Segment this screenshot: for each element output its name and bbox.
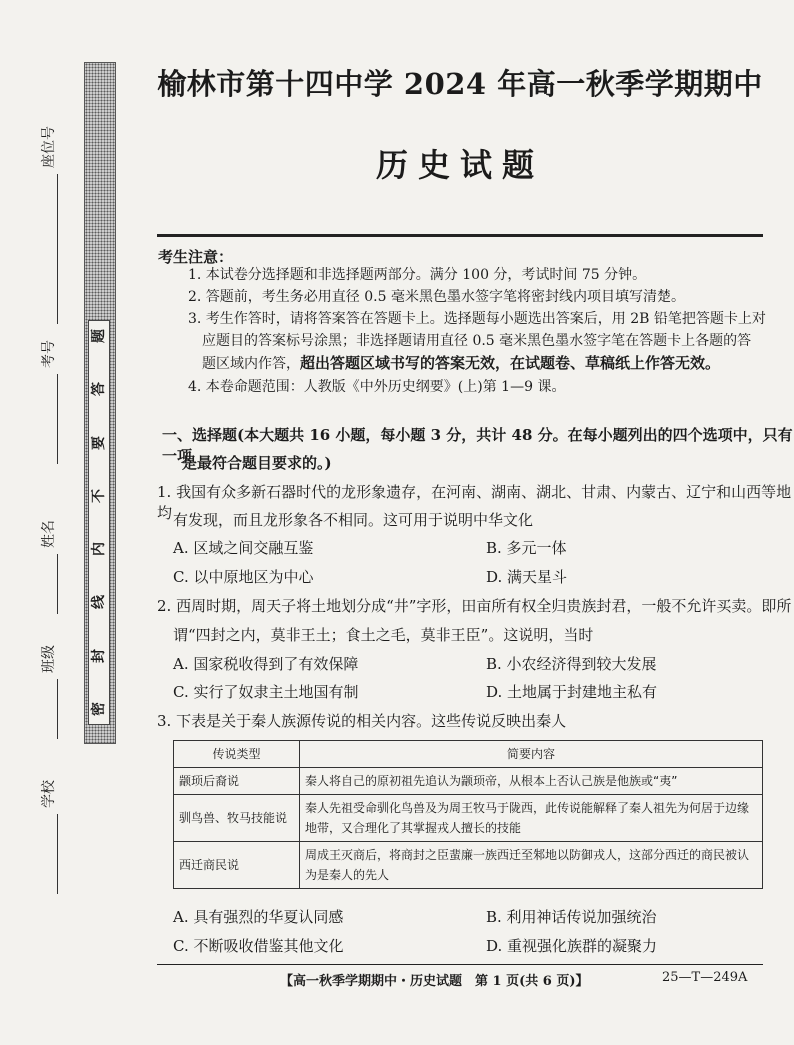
notice-item-with-emphasis	[202, 352, 782, 375]
legend-table	[173, 740, 763, 889]
page-footer: 【高一秋季学期期中・历史试题 第 1 页(共 6 页)】	[280, 974, 589, 989]
table-header-row	[174, 741, 763, 768]
notice-item: 应题目的答案标号涂黑；非选择题请用直径 0.5 毫米黑色墨水签字笔在答题卡上各题的答	[202, 333, 752, 349]
question-1-stem: 1. 我国有众多新石器时代的龙形象遗存，在河南、湖南、湖北、甘肃、内蒙古、辽宁和山西等地均	[157, 483, 792, 522]
exam-no-label: 考号	[41, 340, 57, 368]
table-header: 简要内容	[300, 741, 763, 768]
school-field[interactable]	[38, 780, 58, 900]
notice-emphasis: 超出答题区域书写的答案无效，在试题卷、草稿纸上作答无效。	[300, 354, 721, 372]
table-cell: 秦人先祖受命驯化鸟兽及为周王牧马于陇西，此传说能解释了秦人祖先为何居于边缘地带，又合理化了其掌握戎人擅长的技能	[300, 795, 763, 842]
option-a[interactable]: A. 国家税收得到了有效保障	[173, 655, 359, 673]
question-3-stem: 3. 下表是关于秦人族源传说的相关内容。这些传说反映出秦人	[157, 712, 567, 730]
seal-line-notice	[88, 320, 110, 725]
school-label: 学校	[41, 780, 57, 808]
exam-number-field[interactable]	[38, 340, 58, 470]
table-cell: 秦人将自己的原初祖先追认为颛顼帝，从根本上否认己族是他族或“夷”	[300, 768, 763, 795]
seal-char: 不	[91, 488, 107, 503]
seat-number-field[interactable]	[38, 126, 58, 330]
seal-char: 内	[91, 542, 107, 557]
subject-title: 历史试题	[375, 146, 544, 184]
notice-text: 题区域内作答，	[202, 356, 300, 372]
table-row	[174, 768, 763, 795]
seal-char: 封	[91, 648, 107, 663]
notice-item: 4. 本卷命题范围：人教版《中外历史纲要》(上)第 1—9 课。	[188, 379, 566, 395]
class-label: 班级	[41, 645, 57, 673]
table-header: 传说类型	[174, 741, 300, 768]
option-b[interactable]: B. 多元一体	[486, 539, 567, 557]
divider	[157, 234, 763, 237]
name-field[interactable]	[38, 520, 58, 620]
option-c[interactable]: C. 以中原地区为中心	[173, 568, 314, 586]
table-cell: 驯鸟兽、牧马技能说	[174, 795, 300, 842]
table-cell: 周成王灭商后，将商封之臣蜚廉一族西迁至邾地以防御戎人，这部分西迁的商民被认为是秦人的先人	[300, 842, 763, 889]
seal-char: 题	[91, 329, 107, 343]
option-b[interactable]: B. 小农经济得到较大发展	[486, 655, 657, 673]
option-c[interactable]: C. 不断吸收借鉴其他文化	[173, 937, 344, 955]
option-b[interactable]: B. 利用神话传说加强统治	[486, 908, 657, 926]
table-row	[174, 842, 763, 889]
seal-char: 密	[91, 701, 107, 716]
option-d[interactable]: D. 重视强化族群的凝聚力	[486, 937, 658, 955]
section-heading: 一、选择题(本大题共 16 小题，每小题 3 分，共计 48 分。在每小题列出的四个选项中，只有一项	[162, 426, 793, 465]
seal-char: 答	[91, 382, 107, 397]
class-field[interactable]	[38, 645, 58, 745]
option-a[interactable]: A. 区域之间交融互鉴	[173, 539, 314, 557]
question-1-stem-cont: 有发现，而且龙形象各不相同。这可用于说明中华文化	[173, 511, 534, 529]
seal-char: 要	[91, 435, 107, 450]
notice-heading: 考生注意：	[158, 248, 234, 266]
footer-divider	[157, 964, 763, 965]
notice-item: 2. 答题前，考生务必用直径 0.5 毫米黑色墨水签字笔将密封线内项目填写清楚。	[188, 289, 685, 305]
question-2-stem-cont: 谓“四封之内，莫非王土；食土之毛，莫非王臣”。这说明，当时	[173, 626, 594, 644]
option-d[interactable]: D. 土地属于封建地主私有	[486, 683, 658, 701]
notice-item: 3. 考生作答时，请将答案答在答题卡上。选择题每小题选出答案后，用 2B 铅笔把答题卡上对	[188, 311, 766, 327]
name-label: 姓名	[41, 520, 57, 548]
table-cell: 西迁商民说	[174, 842, 300, 889]
table-row	[174, 795, 763, 842]
seal-char: 线	[91, 595, 107, 610]
exam-title: 榆林市第十四中学 2024 年高一秋季学期期中	[157, 67, 763, 101]
option-c[interactable]: C. 实行了奴隶主土地国有制	[173, 683, 359, 701]
seat-label: 座位号	[41, 126, 57, 168]
paper-code: 25—T—249A	[662, 970, 748, 985]
option-a[interactable]: A. 具有强烈的华夏认同感	[173, 908, 344, 926]
option-d[interactable]: D. 满天星斗	[486, 568, 568, 586]
table-cell: 颛顼后裔说	[174, 768, 300, 795]
notice-item: 1. 本试卷分选择题和非选择题两部分。满分 100 分，考试时间 75 分钟。	[188, 267, 647, 283]
section-heading-cont: 是最符合题目要求的。)	[182, 454, 332, 472]
question-2-stem: 2. 西周时期，周天子将土地划分成“井”字形，田亩所有权全归贵族封君，一般不允许买卖。即所	[157, 597, 792, 615]
